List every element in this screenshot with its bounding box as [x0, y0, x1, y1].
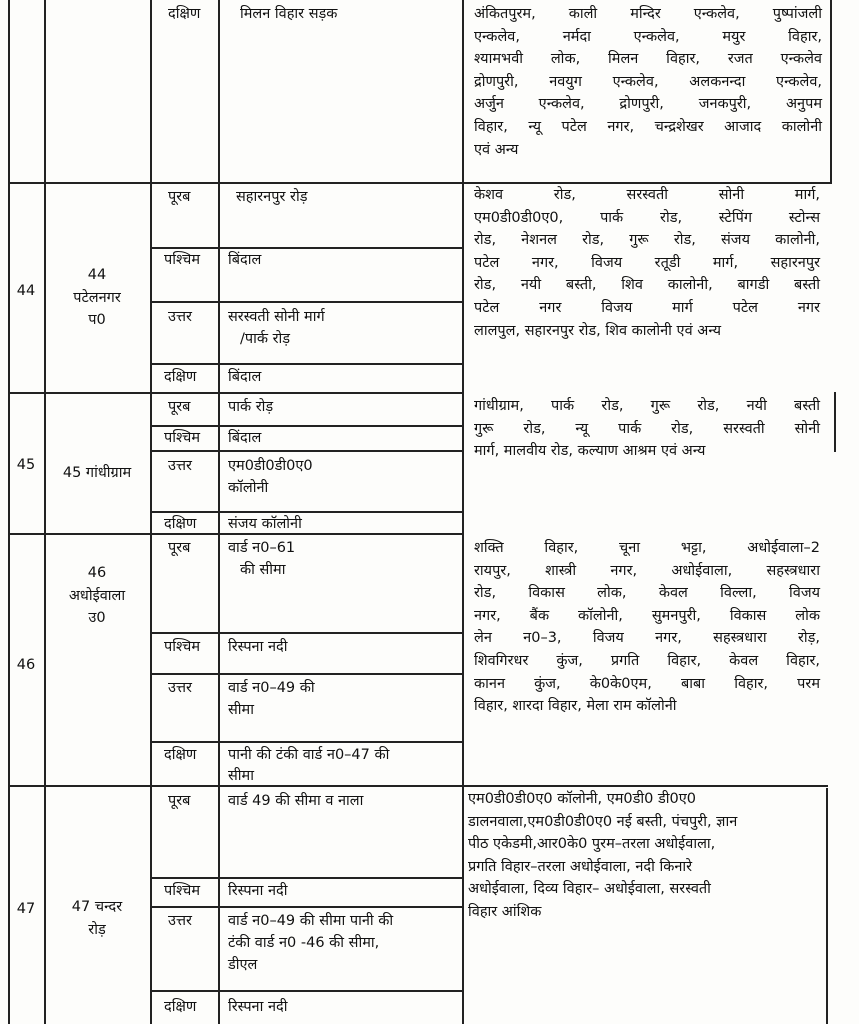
area-line: पटेल नगर, विजय रतूडी मार्ग, सहारनपुर: [474, 254, 820, 271]
direction-label: दक्षिण: [164, 516, 197, 532]
ward-number: 46: [16, 657, 36, 673]
boundary-text: संजय कॉलोनी: [228, 516, 302, 532]
direction-label: उत्तर: [168, 309, 192, 325]
direction-label: उत्तर: [168, 458, 192, 474]
direction-label: पूरब: [168, 189, 191, 205]
direction-label: दक्षिण: [164, 369, 197, 385]
boundary-text: सीमा: [228, 768, 254, 784]
area-line: विहार, न्यू पटेल नगर, चन्द्रशेखर आजाद कालोनी: [474, 118, 822, 135]
area-line: मार्ग, मालवीय रोड, कल्याण आश्रम एवं अन्य: [474, 443, 706, 460]
boundary-text: वार्ड 49 की सीमा व नाला: [228, 793, 364, 809]
boundary-text: वार्ड न0–61: [228, 540, 296, 556]
area-line: कानन कुंज, के0के0एम, बाबा विहार, परम: [474, 675, 820, 692]
boundary-text: की सीमा: [240, 562, 286, 578]
direction-label: दक्षिण: [168, 6, 201, 22]
area-line: नगर, बैंक कॉलोनी, सुमनपुरी, विकास लोक: [474, 607, 820, 624]
ward-name: 45 गांधीग्राम: [62, 465, 132, 481]
boundary-text: बिंदाल: [228, 252, 262, 268]
area-line: रायपुर, शास्त्री नगर, अधोईवाला, सहस्त्रधारा: [474, 562, 820, 579]
ward-name: [44, 896, 150, 941]
ward-number: 47: [16, 901, 36, 917]
direction-label: पश्चिम: [164, 883, 201, 899]
direction-label: पूरब: [168, 793, 191, 809]
area-line: द्रोणपुरी, नवयुग एन्कलेव, अलकनन्दा एन्कलेव,: [474, 73, 822, 90]
direction-label: पूरब: [168, 540, 191, 556]
ward-name: [44, 264, 150, 332]
area-line: रोड, नयी बस्ती, शिव कालोनी, बागडी बस्ती: [474, 277, 820, 294]
boundary-text: एम0डी0डी0ए0: [228, 458, 313, 474]
direction-label: पश्चिम: [164, 639, 201, 655]
area-line: रोड, नेशनल रोड, गुरू रोड, संजय कालोनी,: [474, 232, 820, 249]
areas-list: [474, 184, 820, 342]
boundary-text: वार्ड न0–49 की: [228, 680, 315, 696]
direction-label: दक्षिण: [164, 999, 197, 1015]
areas-list: [474, 3, 822, 161]
ward-number: 44: [16, 283, 36, 299]
boundary-text: रिस्पना नदी: [228, 999, 288, 1015]
ward-name-line: रोड़: [88, 921, 106, 938]
area-line: विहार आंशिक: [468, 903, 542, 920]
boundary-text: बिंदाल: [228, 369, 262, 385]
area-line: शिवगिरधर कुंज, प्रगति विहार, केवल विहार,: [474, 652, 820, 669]
direction-label: उत्तर: [168, 680, 192, 696]
areas-list: [474, 537, 820, 718]
boundary-text: /पार्क रोड़: [240, 331, 291, 347]
area-line: एम0डी0डी0ए0, पार्क रोड, स्टेपिंग स्टोन्स: [474, 209, 820, 226]
ward-name-line: 47 चन्दर: [71, 899, 123, 915]
boundary-text: टंकी वार्ड न0 -46 की सीमा,: [228, 935, 380, 951]
boundary-text: सीमा: [228, 702, 254, 718]
area-line: विहार, शारदा विहार, मेला राम कॉलोनी: [474, 698, 677, 715]
boundary-text: पार्क रोड़: [228, 399, 274, 415]
area-line: अधोईवाला, दिव्य विहार– अधोईवाला, सरस्वती: [468, 881, 711, 898]
ward-number: 45: [16, 457, 36, 473]
ward-name-line: प0: [88, 312, 106, 328]
boundary-text: पानी की टंकी वार्ड न0–47 की: [228, 747, 390, 763]
boundary-text: बिंदाल: [228, 430, 262, 446]
boundary-text: कॉलोनी: [228, 480, 269, 496]
areas-list: [468, 788, 818, 924]
area-line: केशव रोड, सरस्वती सोनी मार्ग,: [474, 187, 820, 203]
area-line: गांधीग्राम, पार्क रोड, गुरू रोड, नयी बस्ती: [474, 398, 820, 414]
direction-label: पश्चिम: [164, 252, 201, 268]
area-line: गुरू रोड, न्यू पार्क रोड, सरस्वती सोनी: [474, 420, 820, 437]
boundary-text: डीएल: [228, 957, 258, 973]
area-line: एन्कलेव, नर्मदा एन्कलेव, मयुर विहार,: [474, 28, 822, 45]
boundary-text: मिलन विहार सड़क: [240, 6, 338, 22]
areas-list: [474, 395, 820, 463]
ward-name-line: पटेलनगर: [73, 289, 121, 306]
area-line: लेन न0–3, विजय नगर, सहस्त्रधारा रोड़,: [474, 630, 820, 647]
ward-name: [44, 562, 150, 630]
direction-label: दक्षिण: [164, 747, 197, 763]
direction-label: उत्तर: [168, 913, 192, 929]
area-line: श्यामभवी लोक, मिलन विहार, रजत एन्कलेव: [474, 51, 822, 68]
boundary-text: रिस्पना नदी: [228, 883, 288, 899]
boundary-text: सहारनपुर रोड़: [236, 189, 308, 205]
area-line: लालपुल, सहारनपुर रोड, शिव कालोनी एवं अन्य: [474, 322, 722, 339]
ward-name-line: 44: [87, 267, 107, 283]
area-line: डालनवाला,एम0डी0डी0ए0 नई बस्ती, पंचपुरी, ज्ञान: [468, 813, 738, 830]
area-line: एम0डी0डी0ए0 कॉलोनी, एम0डी0 डी0ए0: [468, 791, 696, 807]
area-line: पीठ एकेडमी,आर0के0 पुरम–तरला अधोईवाला,: [468, 836, 716, 853]
area-line: अर्जुन एन्कलेव, द्रोणपुरी, जनकपुरी, अनुपम: [474, 96, 822, 113]
boundary-text: वार्ड न0–49 की सीमा पानी की: [228, 913, 394, 929]
area-line: रोड, विकास लोक, केवल विल्ला, विजय: [474, 585, 820, 602]
area-line: एवं अन्य: [474, 141, 519, 158]
area-line: अंकितपुरम, काली मन्दिर एन्कलेव, पुष्पांजली: [474, 6, 822, 22]
direction-label: पश्चिम: [164, 430, 201, 446]
ward-name-line: अधोईवाला: [68, 587, 126, 604]
boundary-text: सरस्वती सोनी मार्ग: [228, 309, 325, 325]
direction-label: पूरब: [168, 399, 191, 415]
area-line: पटेल नगर विजय मार्ग पटेल नगर: [474, 299, 820, 316]
area-line: प्रगति विहार–तरला अधोईवाला, नदी किनारे: [468, 858, 693, 875]
boundary-text: रिस्पना नदी: [228, 639, 288, 655]
ward-name-line: उ0: [88, 610, 106, 626]
ward-name-line: 46: [87, 565, 107, 581]
area-line: शक्ति विहार, चूना भट्टा, अधोईवाला–2: [474, 540, 820, 556]
